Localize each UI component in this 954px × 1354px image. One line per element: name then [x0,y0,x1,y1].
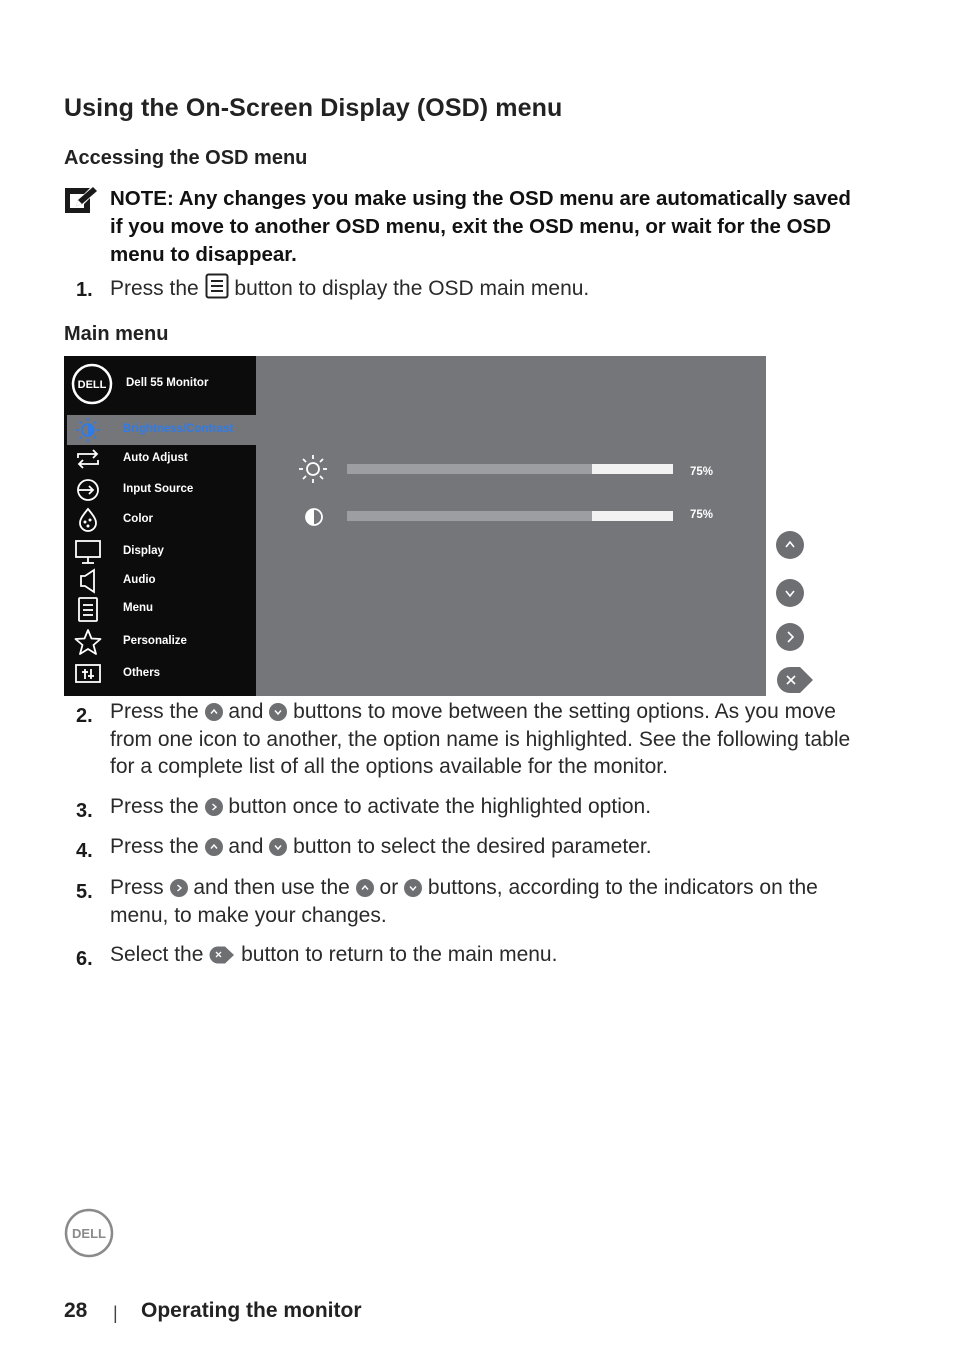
exit-button[interactable] [776,666,814,694]
svg-text:DELL: DELL [77,379,107,391]
osd-item-audio[interactable] [67,566,256,596]
step-text: and then use the [193,876,350,899]
step-text: and [228,700,264,723]
down-button[interactable] [776,579,804,607]
osd-item-label: Menu [123,602,154,614]
step-number: 2. [76,705,93,727]
step-number: 3. [76,800,93,822]
down-button-icon [269,703,287,721]
step-text: buttons, according to the indicators on the menu, to make your changes. [110,876,818,927]
brightness-icon [298,454,328,484]
brightness-value: 75% [690,466,714,478]
brightness-slider[interactable] [347,464,673,474]
step-text: button to select the desired parameter. [293,835,652,858]
contrast-slider-fill [347,511,592,521]
chevron-up-icon [776,531,804,559]
up-button-icon [356,879,374,897]
osd-item-label: Input Source [123,483,194,495]
osd-item-personalize[interactable] [67,627,256,657]
menu-icon [73,596,103,622]
close-icon [776,666,814,694]
step-text: button to display the OSD main menu. [234,277,590,300]
step-text: or [379,876,399,899]
osd-item-label: Brightness/Contrast [123,423,234,435]
audio-icon [73,568,103,594]
osd-item-color[interactable] [67,505,256,535]
step-number: 6. [76,948,93,970]
section-heading-accessing: Accessing the OSD menu [64,147,308,169]
close-icon [209,946,235,964]
footer-separator: | [113,1303,118,1323]
step-number: 5. [76,881,93,903]
right-button-icon [205,798,223,816]
right-button-icon [170,879,188,897]
step-text: Press the [110,795,199,818]
brightness-slider-fill [347,464,592,474]
step-6 [0,941,954,971]
up-button-icon [205,703,223,721]
up-button-icon [205,838,223,856]
step-1 [0,273,954,303]
osd-item-label: Personalize [123,635,187,647]
color-icon [73,507,103,533]
osd-item-label: Others [123,667,161,679]
osd-item-label: Display [123,545,164,557]
step-4 [0,833,954,863]
display-icon [73,539,103,565]
right-button[interactable] [776,623,804,651]
step-number: 1. [76,279,93,301]
page-title: Using the On-Screen Display (OSD) menu [64,94,563,122]
step-text: buttons to move between the setting options. As you move from one icon to another, the option name is highlighted. See the following table for a complete list of all the options available for the monitor. [110,700,851,778]
osd-item-menu[interactable] [67,594,256,624]
brightness-contrast-icon [73,417,103,443]
menu-button-icon [205,273,229,299]
contrast-icon [304,507,324,527]
step-text: Press the [110,835,199,858]
note-text: NOTE: Any changes you make using the OSD menu are automatically saved if you move to another OSD menu, exit the OSD menu, or wait for the OSD menu to disappear. [110,187,851,266]
exit-button-icon [209,944,235,962]
osd-item-others[interactable] [67,659,256,689]
brightness-slider-rest [592,464,674,474]
input-source-icon [73,477,103,503]
step-text: button to return to the main menu. [241,943,558,966]
chevron-down-icon [776,579,804,607]
osd-item-label: Audio [123,574,156,586]
others-icon [73,661,103,687]
footer-section-title: Operating the monitor [141,1299,362,1322]
step-number: 4. [76,840,93,862]
chevron-right-icon [776,623,804,651]
osd-sidebar [64,356,256,696]
step-text: Select the [110,943,204,966]
osd-item-brightness-contrast[interactable] [67,415,256,445]
page-number: 28 [64,1299,88,1322]
dell-logo [71,363,113,405]
osd-item-input-source[interactable] [67,475,256,505]
step-text: Press [110,876,164,899]
note-pencil-icon [64,186,98,214]
up-button[interactable] [776,531,804,559]
svg-text:DELL: DELL [72,1226,106,1241]
contrast-value: 75% [690,509,714,521]
osd-item-label: Color [123,513,154,525]
auto-adjust-icon [73,446,103,472]
osd-model-name: Dell 55 Monitor [126,377,209,389]
osd-main-menu [64,356,766,696]
osd-item-label: Auto Adjust [123,452,188,464]
contrast-slider[interactable] [347,511,673,521]
step-3 [0,793,954,823]
step-5 [0,874,954,932]
osd-item-auto-adjust[interactable] [67,444,256,474]
down-button-icon [269,838,287,856]
down-button-icon [404,879,422,897]
star-icon [73,629,103,655]
step-text: button once to activate the highlighted option. [228,795,652,818]
step-text: Press the [110,277,199,300]
step-2 [0,698,954,782]
step-text: Press the [110,700,199,723]
section-heading-main-menu: Main menu [64,323,169,345]
contrast-slider-rest [592,511,674,521]
footer-dell-logo [64,1208,114,1258]
step-text: and [228,835,264,858]
osd-item-display[interactable] [67,537,256,567]
